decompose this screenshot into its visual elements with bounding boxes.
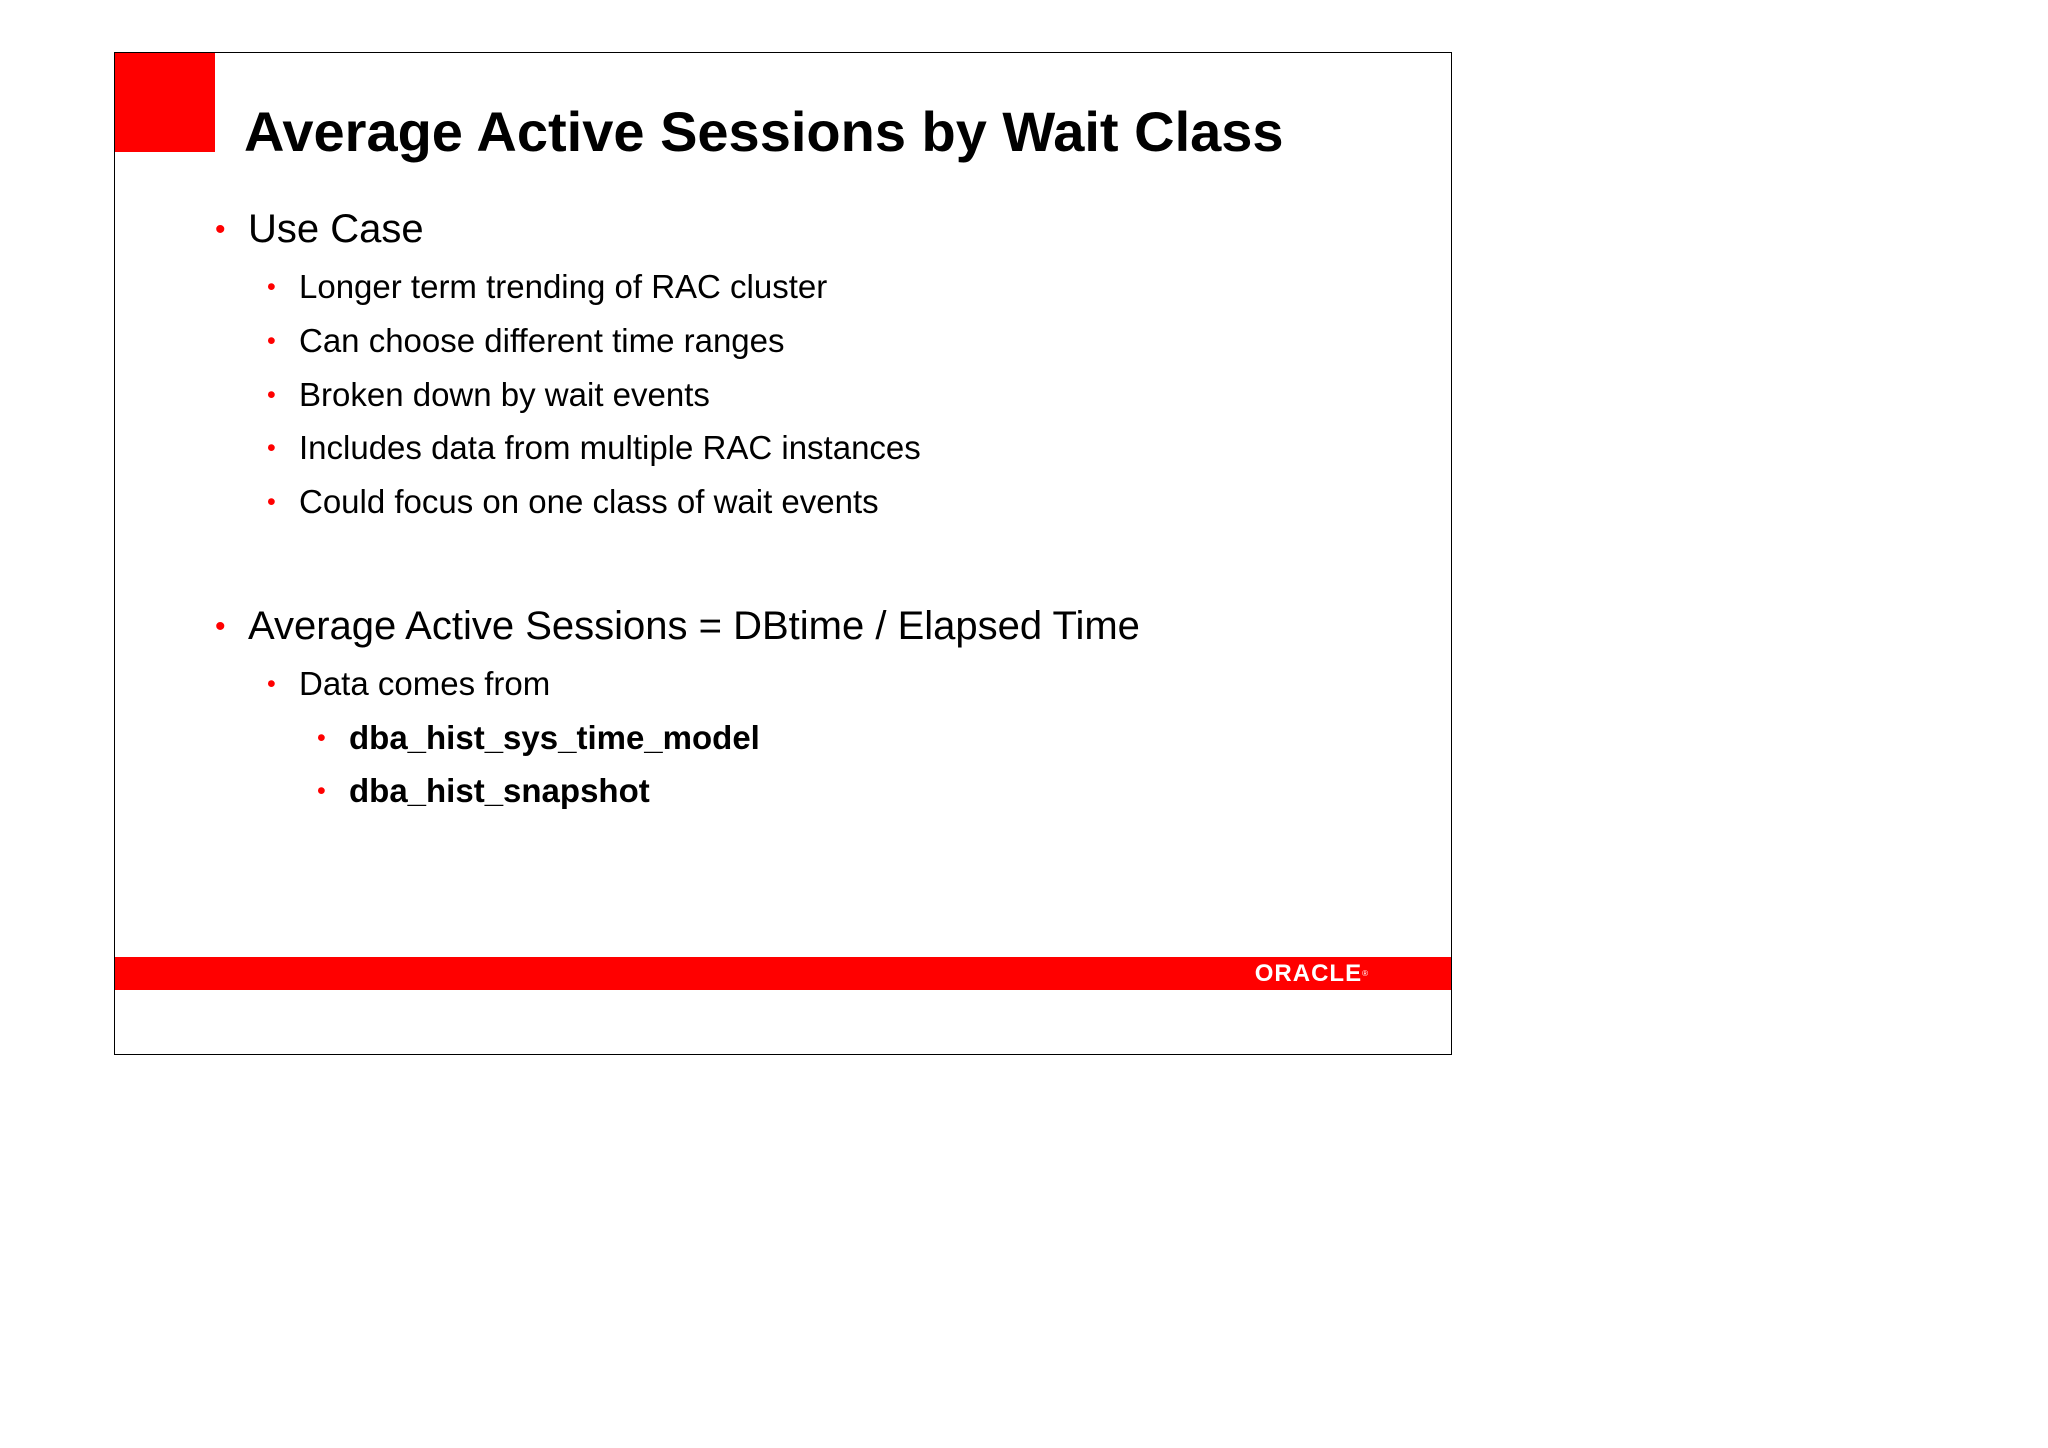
list-item-text: dba_hist_snapshot <box>349 772 650 809</box>
slide-title: Average Active Sessions by Wait Class <box>244 100 1284 163</box>
bullet-label: Use Case <box>248 207 424 251</box>
list-item <box>267 483 879 521</box>
bullet-average-active-sessions <box>215 604 1140 649</box>
list-item <box>267 268 828 306</box>
list-item <box>317 719 760 757</box>
oracle-logo <box>1255 959 1369 988</box>
corner-accent-block <box>115 53 215 152</box>
bullet-icon: • <box>267 381 276 409</box>
list-item <box>267 376 710 414</box>
list-item-text: Data comes from <box>299 665 551 702</box>
bullet-icon: • <box>267 434 276 462</box>
bullet-icon: • <box>317 724 326 752</box>
bullet-icon: • <box>317 777 326 805</box>
bullet-icon: • <box>267 273 276 301</box>
bullet-use-case <box>215 207 424 252</box>
list-item <box>267 322 785 360</box>
bullet-icon: • <box>215 213 226 246</box>
list-item <box>317 772 650 810</box>
bullet-icon: • <box>215 610 226 643</box>
list-item <box>267 429 921 467</box>
list-item-text: Longer term trending of RAC cluster <box>299 268 828 305</box>
logo-text: ORACLE <box>1254 960 1363 987</box>
bullet-label: Average Active Sessions = DBtime / Elapsed Time <box>248 604 1140 648</box>
list-item-text: dba_hist_sys_time_model <box>349 719 760 756</box>
list-item-text: Includes data from multiple RAC instances <box>299 429 921 466</box>
list-item-text: Broken down by wait events <box>299 376 710 413</box>
trademark-icon: ® <box>1362 969 1369 978</box>
list-item-text: Can choose different time ranges <box>299 322 785 359</box>
bullet-icon: • <box>267 670 276 698</box>
list-item <box>267 665 551 703</box>
bullet-icon: • <box>267 488 276 516</box>
list-item-text: Could focus on one class of wait events <box>299 483 879 520</box>
slide <box>114 52 1452 1055</box>
bullet-icon: • <box>267 327 276 355</box>
footer-bar <box>115 957 1451 990</box>
